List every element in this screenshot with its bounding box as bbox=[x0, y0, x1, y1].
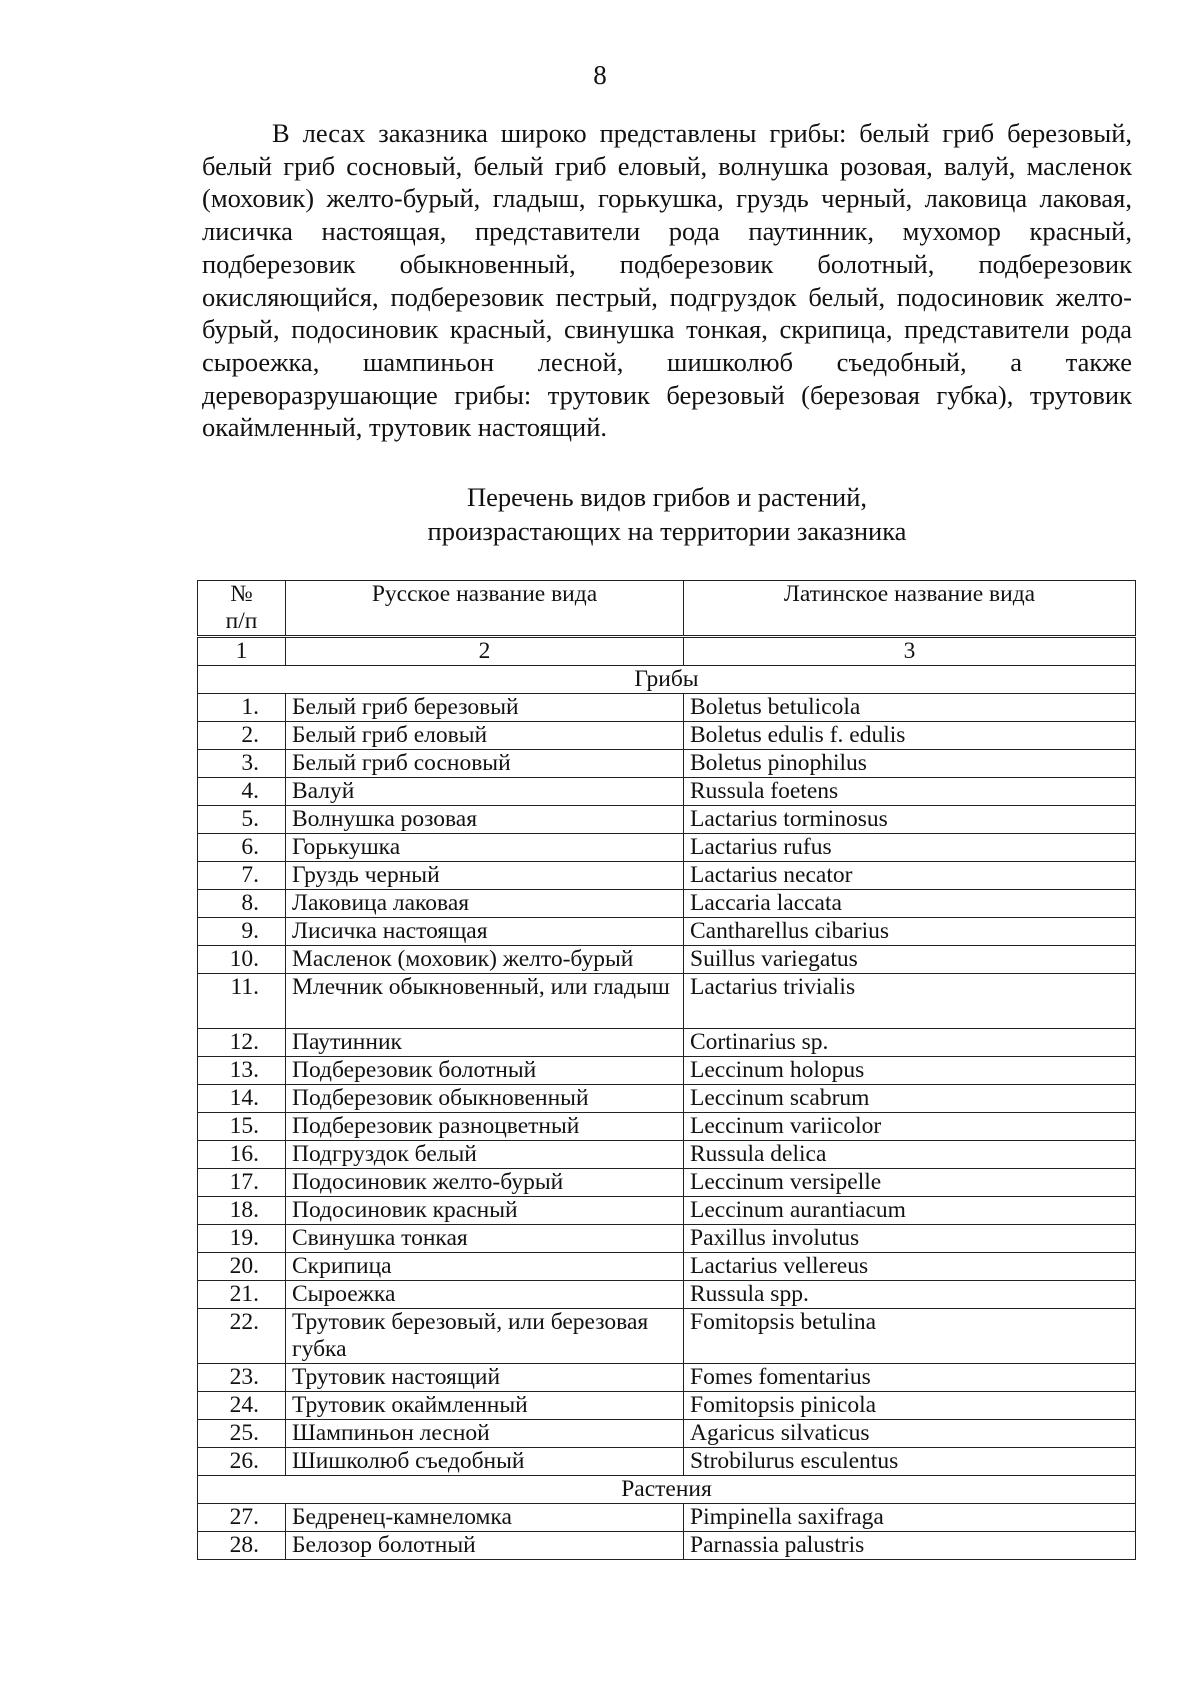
latin-name-cell: Lactarius vellereus bbox=[684, 1253, 1136, 1281]
russian-name-cell: Трутовик окаймленный bbox=[286, 1392, 684, 1420]
latin-name-cell: Leccinum aurantiacum bbox=[684, 1197, 1136, 1225]
russian-name-cell: Белозор болотный bbox=[286, 1532, 684, 1560]
row-number: 13. bbox=[198, 1057, 286, 1085]
row-number: 7. bbox=[198, 862, 286, 890]
row-number: 3. bbox=[198, 750, 286, 778]
row-number: 19. bbox=[198, 1225, 286, 1253]
table-row bbox=[198, 1225, 1136, 1253]
latin-name-cell: Lactarius trivialis bbox=[684, 974, 1136, 1029]
latin-name-cell: Lactarius necator bbox=[684, 862, 1136, 890]
russian-name-cell: Бедренец-камнеломка bbox=[286, 1504, 684, 1532]
table-row bbox=[198, 778, 1136, 806]
row-number: 23. bbox=[198, 1364, 286, 1392]
latin-name-cell: Leccinum scabrum bbox=[684, 1085, 1136, 1113]
russian-name-cell: Паутинник bbox=[286, 1029, 684, 1057]
row-number: 2. bbox=[198, 722, 286, 750]
russian-name-cell: Подберезовик болотный bbox=[286, 1057, 684, 1085]
russian-name-cell: Свинушка тонкая bbox=[286, 1225, 684, 1253]
row-number: 14. bbox=[198, 1085, 286, 1113]
table-row bbox=[198, 918, 1136, 946]
russian-name-cell: Лаковица лаковая bbox=[286, 890, 684, 918]
latin-name-cell: Lactarius torminosus bbox=[684, 806, 1136, 834]
column-number-3: 3 bbox=[684, 637, 1136, 666]
table-row bbox=[198, 1197, 1136, 1225]
russian-name-cell: Волнушка розовая bbox=[286, 806, 684, 834]
russian-name-cell: Сыроежка bbox=[286, 1281, 684, 1309]
row-number: 26. bbox=[198, 1448, 286, 1476]
section-fungi bbox=[198, 666, 1136, 694]
russian-name-cell: Масленок (моховик) желто-бурый bbox=[286, 946, 684, 974]
latin-name-cell: Fomes fomentarius bbox=[684, 1364, 1136, 1392]
section-fungi-label: Грибы bbox=[198, 666, 1136, 694]
latin-name-cell: Boletus betulicola bbox=[684, 694, 1136, 722]
species-table bbox=[197, 580, 1136, 1560]
table-row bbox=[198, 806, 1136, 834]
table-row bbox=[198, 1448, 1136, 1476]
russian-name-cell: Подосиновик желто-бурый bbox=[286, 1169, 684, 1197]
latin-name-cell: Fomitopsis pinicola bbox=[684, 1392, 1136, 1420]
table-row bbox=[198, 1169, 1136, 1197]
russian-name-cell: Белый гриб сосновый bbox=[286, 750, 684, 778]
table-row bbox=[198, 974, 1136, 1029]
table-heading-line-1: Перечень видов грибов и растений, bbox=[466, 482, 868, 512]
table-row bbox=[198, 1309, 1136, 1364]
row-number: 24. bbox=[198, 1392, 286, 1420]
row-number: 11. bbox=[198, 974, 286, 1029]
intro-paragraph: В лесах заказника широко представлены грибы: белый гриб березовый, белый гриб сосновый, белый гриб еловый, волнушка розовая, валуй, масленок (моховик) желто-бурый, гладыш, горькушка, груздь черный, лаковица лаковая, лисичка настоящая, представители рода паутинник, мухомор красный, подберезовик обыкновенный, подберезовик болотный, подберезовик окисляющийся, подберезовик пестрый, подгруздок белый, подосиновик желто-бурый, подосиновик красный, свинушка тонкая, скрипица, представители рода сыроежка, шампиньон лесной, шишколюб съедобный, а также дереворазрушающие грибы: трутовик березовый (березовая губка), трутовик окаймленный, трутовик настоящий. bbox=[202, 118, 1132, 443]
latin-name-cell: Boletus edulis f. edulis bbox=[684, 722, 1136, 750]
row-number: 22. bbox=[198, 1309, 286, 1364]
table-row bbox=[198, 834, 1136, 862]
table-row bbox=[198, 1141, 1136, 1169]
russian-name-cell: Валуй bbox=[286, 778, 684, 806]
russian-name-cell: Груздь черный bbox=[286, 862, 684, 890]
row-number: 12. bbox=[198, 1029, 286, 1057]
russian-name-cell: Млечник обыкновенный, или гладыш bbox=[286, 974, 684, 1029]
latin-name-cell: Russula spp. bbox=[684, 1281, 1136, 1309]
section-plants bbox=[198, 1476, 1136, 1504]
russian-name-cell: Шампиньон лесной bbox=[286, 1420, 684, 1448]
russian-name-cell: Шишколюб съедобный bbox=[286, 1448, 684, 1476]
russian-name-cell: Горькушка bbox=[286, 834, 684, 862]
column-number-row bbox=[198, 637, 1136, 666]
latin-name-cell: Lactarius rufus bbox=[684, 834, 1136, 862]
row-number: 20. bbox=[198, 1253, 286, 1281]
latin-name-cell: Paxillus involutus bbox=[684, 1225, 1136, 1253]
latin-name-cell: Leccinum variicolor bbox=[684, 1113, 1136, 1141]
row-number: 1. bbox=[198, 694, 286, 722]
row-number: 6. bbox=[198, 834, 286, 862]
table-row bbox=[198, 722, 1136, 750]
latin-name-cell: Parnassia palustris bbox=[684, 1532, 1136, 1560]
table-row bbox=[198, 862, 1136, 890]
russian-name-cell: Подберезовик разноцветный bbox=[286, 1113, 684, 1141]
row-number: 18. bbox=[198, 1197, 286, 1225]
table-row bbox=[198, 750, 1136, 778]
latin-name-cell: Strobilurus esculentus bbox=[684, 1448, 1136, 1476]
russian-name-cell: Белый гриб еловый bbox=[286, 722, 684, 750]
row-number: 21. bbox=[198, 1281, 286, 1309]
table-row bbox=[198, 1504, 1136, 1532]
row-number: 28. bbox=[198, 1532, 286, 1560]
section-plants-label: Растения bbox=[198, 1476, 1136, 1504]
table-row bbox=[198, 890, 1136, 918]
row-number: 16. bbox=[198, 1141, 286, 1169]
header-number: № п/п bbox=[198, 581, 286, 637]
latin-name-cell: Leccinum holopus bbox=[684, 1057, 1136, 1085]
russian-name-cell: Лисичка настоящая bbox=[286, 918, 684, 946]
latin-name-cell: Leccinum versipelle bbox=[684, 1169, 1136, 1197]
table-heading-line-2: произрастающих на территории заказника bbox=[427, 516, 907, 546]
row-number: 15. bbox=[198, 1113, 286, 1141]
row-number: 25. bbox=[198, 1420, 286, 1448]
row-number: 8. bbox=[198, 890, 286, 918]
column-number-2: 2 bbox=[286, 637, 684, 666]
latin-name-cell: Fomitopsis betulina bbox=[684, 1309, 1136, 1364]
row-number: 4. bbox=[198, 778, 286, 806]
table-heading bbox=[202, 480, 1132, 548]
table-row bbox=[198, 1420, 1136, 1448]
table-row bbox=[198, 1281, 1136, 1309]
latin-name-cell: Pimpinella saxifraga bbox=[684, 1504, 1136, 1532]
table-row bbox=[198, 1113, 1136, 1141]
header-russian-name: Русское название вида bbox=[286, 581, 684, 637]
table-row bbox=[198, 694, 1136, 722]
table-row bbox=[198, 1364, 1136, 1392]
table-header-row bbox=[198, 581, 1136, 637]
latin-name-cell: Cantharellus cibarius bbox=[684, 918, 1136, 946]
latin-name-cell: Agaricus silvaticus bbox=[684, 1420, 1136, 1448]
header-latin-name: Латинское название вида bbox=[684, 581, 1136, 637]
latin-name-cell: Laccaria laccata bbox=[684, 890, 1136, 918]
table-row bbox=[198, 1029, 1136, 1057]
table-row bbox=[198, 946, 1136, 974]
table-row bbox=[198, 1392, 1136, 1420]
table-row bbox=[198, 1253, 1136, 1281]
latin-name-cell: Boletus pinophilus bbox=[684, 750, 1136, 778]
row-number: 10. bbox=[198, 946, 286, 974]
russian-name-cell: Трутовик настоящий bbox=[286, 1364, 684, 1392]
latin-name-cell: Russula delica bbox=[684, 1141, 1136, 1169]
row-number: 27. bbox=[198, 1504, 286, 1532]
latin-name-cell: Russula foetens bbox=[684, 778, 1136, 806]
table-row bbox=[198, 1085, 1136, 1113]
russian-name-cell: Белый гриб березовый bbox=[286, 694, 684, 722]
latin-name-cell: Suillus variegatus bbox=[684, 946, 1136, 974]
page-number: 8 bbox=[593, 60, 607, 90]
russian-name-cell: Трутовик березовый, или березовая губка bbox=[286, 1309, 684, 1364]
latin-name-cell: Cortinarius sp. bbox=[684, 1029, 1136, 1057]
column-number-1: 1 bbox=[198, 637, 286, 666]
table-row bbox=[198, 1532, 1136, 1560]
table-row bbox=[198, 1057, 1136, 1085]
russian-name-cell: Подберезовик обыкновенный bbox=[286, 1085, 684, 1113]
russian-name-cell: Подгруздок белый bbox=[286, 1141, 684, 1169]
row-number: 9. bbox=[198, 918, 286, 946]
row-number: 5. bbox=[198, 806, 286, 834]
russian-name-cell: Скрипица bbox=[286, 1253, 684, 1281]
row-number: 17. bbox=[198, 1169, 286, 1197]
russian-name-cell: Подосиновик красный bbox=[286, 1197, 684, 1225]
